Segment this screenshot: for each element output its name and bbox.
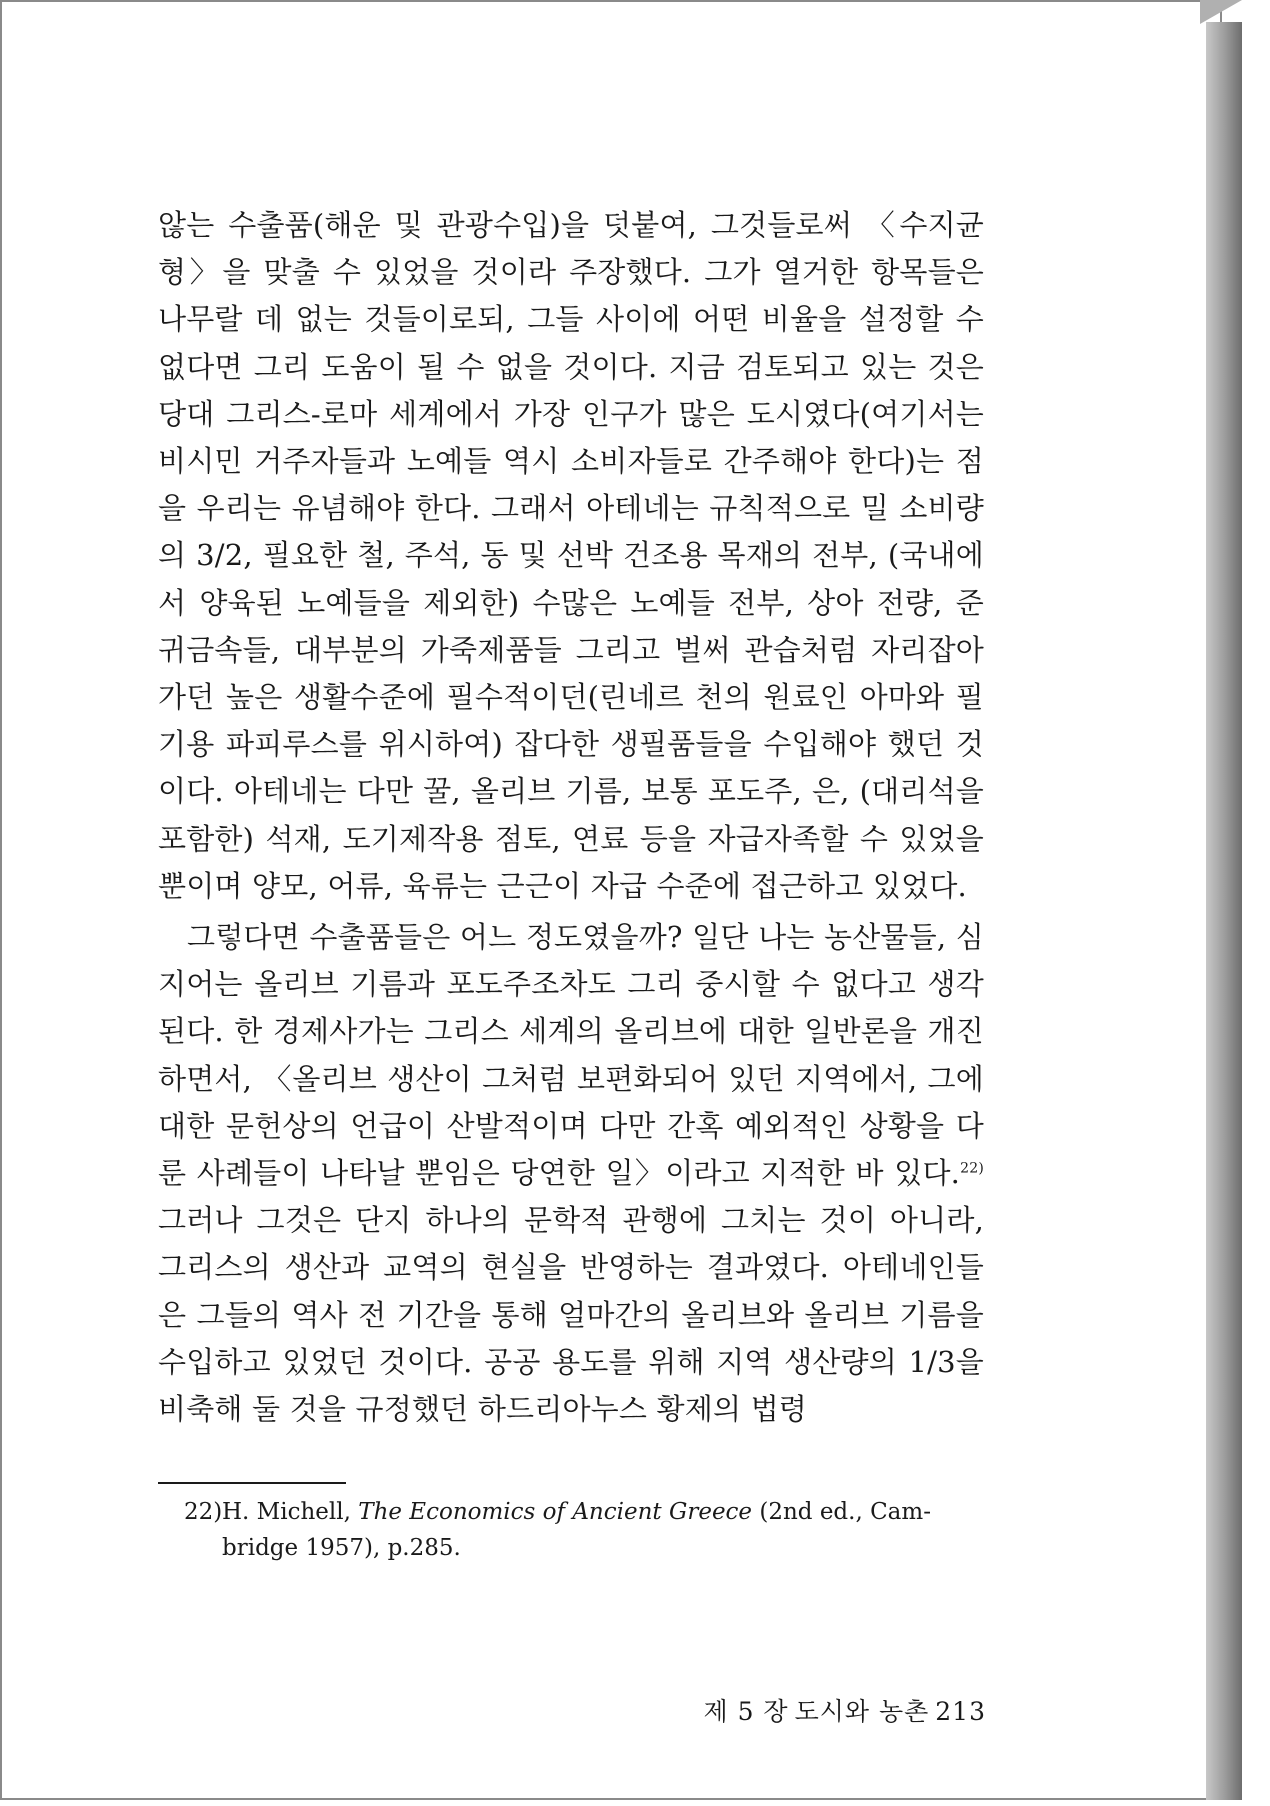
page-footer — [670, 1692, 986, 1728]
paragraph-2 — [158, 914, 984, 1433]
footnote-number: 22) — [184, 1499, 223, 1525]
page-edge-shadow — [1206, 22, 1242, 1800]
body-text — [158, 202, 984, 1433]
footnote-title: The Economics of Ancient Greece — [358, 1499, 753, 1525]
page-number: 213 — [935, 1697, 986, 1726]
paragraph-1: 않는 수출품(해운 및 관광수입)을 덧붙여, 그것들로써 〈수지균형〉을 맞출 수 있었을 것이라 주장했다. 그가 열거한 항목들은 나무랄 데 없는 것들이로되, 그들 사이에 어떤 비율을 설정할 수 없다면 그리 도움이 될 수 없을 것이다. 지금 검토되고 있는 것은 당대 그리스-로마 세계에서 가장 인구가 많은 도시였다(여기서는 비시민 거주자들과 노예들 역시 소비자들로 간주해야 한다)는 점을 우리는 유념해야 한다. 그래서 아테네는 규칙적으로 밀 소비량의 3/2, 필요한 철, 주석, 동 및 선박 건조용 목재의 전부, (국내에서 양육된 노예들을 제외한) 수많은 노예들 전부, 상아 전량, 준 귀금속들, 대부분의 가죽제품들 그리고 벌써 관습처럼 자리잡아 가던 높은 생활수준에 필수적이던(린네르 천의 원료인 아마와 필기용 파피루스를 위시하여) 잡다한 생필품들을 수입해야 했던 것이다. 아테네는 다만 꿀, 올리브 기름, 보통 포도주, 은, (대리석을 포함한) 석재, 도기제작용 점토, 연료 등을 자급자족할 수 있었을 뿐이며 양모, 어류, 육류는 근근이 자급 수준에 접근하고 있었다. — [158, 208, 984, 903]
footer-chapter: 제 5 장 — [703, 1697, 789, 1726]
footer-chapter-title: 도시와 농촌 — [794, 1697, 930, 1726]
paragraph-2-tail: 그러나 그것은 단지 하나의 문학적 관행에 그치는 것이 아니라, 그리스의 생산과 교역의 현실을 반영하는 결과였다. 아테네인들은 그들의 역사 전 기간을 통해 얼마간의 올리브와 올리브 기름을 수입하고 있었던 것이다. 공공 용도를 위해 지역 생산량의 1/3을 비축해 둘 것을 규정했던 하드리아누스 황제의 법령 — [158, 1203, 984, 1427]
footnote-divider — [158, 1482, 346, 1484]
footnote — [184, 1494, 984, 1566]
footnote-details-2: bridge 1957), p.285. — [222, 1535, 461, 1561]
footnote-author: H. Michell, — [222, 1499, 351, 1525]
footnote-reference: 22) — [960, 1160, 984, 1177]
footnote-details-1: (2nd ed., Cam- — [759, 1499, 931, 1525]
paragraph-2-text: 그렇다면 수출품들은 어느 정도였을까? 일단 나는 농산물들, 심지어는 올리브 기름과 포도주조차도 그리 중시할 수 없다고 생각된다. 한 경제사가는 그리스 세계의 올리브에 대한 일반론을 개진하면서, 〈올리브 생산이 그처럼 보편화되어 있던 지역에서, 그에 대한 문헌상의 언급이 산발적이며 다만 간혹 예외적인 상황을 다룬 사례들이 나타날 뿐임은 당연한 일〉이라고 지적한 바 있다. — [158, 920, 984, 1191]
page-edge-corner — [1200, 0, 1242, 24]
